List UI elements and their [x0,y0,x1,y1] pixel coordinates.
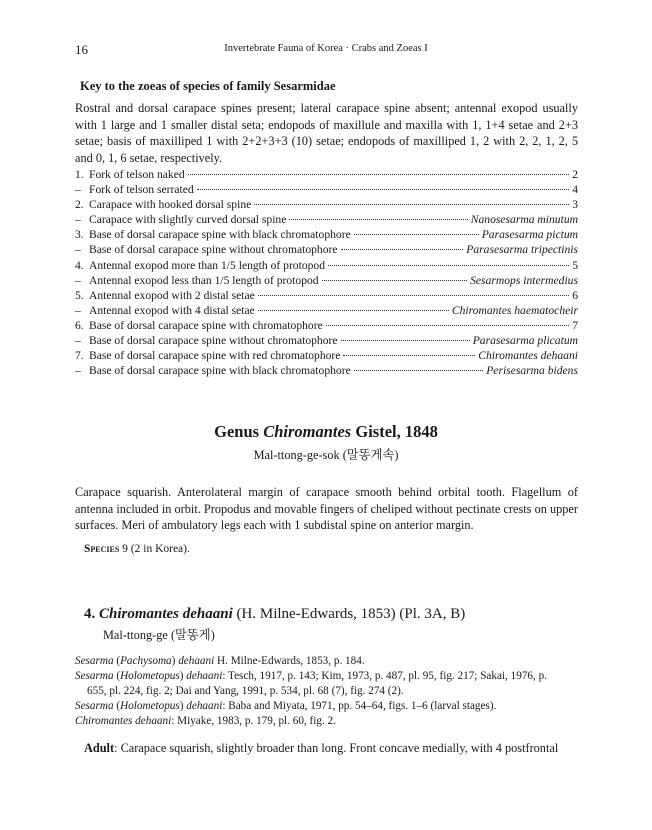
running-head: Invertebrate Fauna of Korea · Crabs and Zoeas I [224,43,428,54]
synonym-subgenus: Holometopus [120,670,180,682]
key-couplet [75,243,578,258]
couplet-number: 7. [75,349,84,363]
synonym-citation: : Tesch, 1917, p. 143; Kim, 1973, p. 487, pl. 95, fig. 217; Sakai, 1976, p. [222,670,548,682]
synonymy-entry: Sesarma (Pachysoma) dehaani H. Milne-Edwards, 1853, p. 184. [75,655,365,667]
couplet-target: Sesarmops intermedius [470,273,578,287]
dot-leader [322,280,468,281]
species-count: 9 (2 in Korea). [122,543,190,555]
couplet-target: 3 [572,198,578,212]
synonym-epithet: dehaani [186,670,223,682]
key-couplet [75,304,578,319]
synonym-genus: Sesarma [75,700,114,712]
genus-author: Gistel, 1848 [355,422,438,441]
couplet-target: 6 [572,288,578,302]
key-couplet [75,274,578,289]
page-number: 16 [75,42,88,57]
couplet-text: Carapace with slightly curved dorsal spine [89,213,287,227]
key-couplet [75,334,578,349]
couplet-text: Base of dorsal carapace spine without chromatophore [89,243,338,257]
page-header [75,42,577,58]
couplet-number: 6. [75,318,84,332]
genus-heading [0,422,652,442]
key-couplet [75,289,578,304]
couplet-target: 2 [572,168,578,181]
synonym-genus: Chiromantes dehaani [75,715,172,727]
dot-leader [328,265,569,266]
dot-leader [354,370,483,371]
couplet-number: – [75,303,81,317]
couplet-target: Nanosesarma minutum [470,213,578,227]
synonym-citation: : Miyake, 1983, p. 179, pl. 60, fig. 2. [171,715,336,727]
dot-leader [258,310,449,311]
couplet-text: Base of dorsal carapace spine without chromatophore [89,334,338,348]
couplet-target: 7 [572,318,578,332]
dot-leader [354,234,479,235]
couplet-target: Chiromantes haematocheir [451,303,578,317]
dot-leader [188,174,570,175]
dot-leader [197,189,570,190]
couplet-target: Perisesarma bidens [486,364,578,378]
couplet-target: 4 [572,183,578,197]
key-couplet [75,259,578,274]
couplet-text: Carapace with hooked dorsal spine [89,198,252,212]
key-couplet [75,198,578,213]
couplet-text: Base of dorsal carapace spine with chromatophore [89,318,323,332]
couplet-number: – [75,334,81,348]
couplet-text: Base of dorsal carapace spine with black chromatophore [89,228,351,242]
couplet-number: 5. [75,288,84,302]
key-couplet [75,319,578,334]
synonym-genus: Sesarma [75,655,114,667]
couplet-number: 4. [75,258,84,272]
couplet-text: Antennal exopod less than 1/5 length of protopod [89,273,319,287]
key-couplet [75,183,578,198]
synonym-subgenus: Holometopus [120,700,180,712]
adult-label: Adult [84,741,115,755]
adult-text: : Carapace squarish, slightly broader than long. Front concave medially, with 4 postfrontal [114,741,559,755]
synonym-subgenus: Pachysoma [120,655,172,667]
synonymy-entry: Sesarma (Holometopus) dehaani: Tesch, 1917, p. 143; Kim, 1973, p. 487, pl. 95, fig. 217; Sakai, 1976, p. 655, pl. 224, fig. 2; Dai and Yang, 1991, p. 534, pl. 68 (7), fig. 274 (2). [75,669,578,699]
genus-description: Carapace squarish. Anterolateral margin of carapace smooth behind orbital tooth. Flagellum of antenna included in orbit. Propodus and movable fingers of cheliped without pectinate crests on upper surfaces. Meri of ambulatory legs each with 1 subdistal spine on anterior margin. [75,485,578,532]
species-name: Chiromantes dehaani [99,606,233,622]
dot-leader [289,219,467,220]
synonym-citation-continued: 655, pl. 224, fig. 2; Dai and Yang, 1991, p. 534, pl. 68 (7), fig. 274 (2). [87,685,404,697]
synonymy-entry [75,714,578,729]
adult-description [84,741,558,756]
synonym-citation: H. Milne-Edwards, 1853, p. 184. [214,655,365,667]
synonym-epithet: dehaani [178,655,215,667]
synonym-citation: : Baba and Miyata, 1971, pp. 54–64, figs. 1–6 (larval stages). [222,700,497,712]
couplet-target: Parasesarma pictum [481,228,578,242]
dot-leader [258,295,569,296]
couplet-text: Antennal exopod more than 1/5 length of protopod [89,258,326,272]
couplet-text: Antennal exopod with 4 distal setae [89,303,255,317]
key-couplet [75,168,578,183]
synonym-genus: Sesarma [75,670,114,682]
synonymy-entry: Sesarma (Holometopus) dehaani: Baba and Miyata, 1971, pp. 54–64, figs. 1–6 (larval stages). [75,700,497,712]
couplet-target: Parasesarma plicatum [472,334,578,348]
dot-leader [326,325,569,326]
dot-leader [254,204,569,205]
species-number: 4. [84,606,96,622]
couplet-text: Base of dorsal carapace spine with red chromatophore [89,349,341,363]
synonymy-list [75,654,578,729]
couplet-text: Fork of telson serrated [89,183,194,197]
key-title: Key to the zoeas of species of family Sesarmidae [80,79,336,93]
species-label: Species [84,543,120,555]
identification-key [75,168,578,379]
couplet-number: 1. [75,168,84,181]
genus-name: Chiromantes [263,422,352,441]
species-author: (H. Milne-Edwards, 1853) (Pl. 3A, B) [236,606,466,622]
couplet-target: Chiromantes dehaani [478,349,578,363]
couplet-number: – [75,273,81,287]
species-heading [84,606,465,623]
couplet-number: – [75,364,81,378]
couplet-number: – [75,183,81,197]
couplet-number: 3. [75,228,84,242]
key-couplet [75,228,578,243]
key-couplet [75,213,578,228]
genus-label: Genus [214,422,260,441]
couplet-number: – [75,213,81,227]
synonym-epithet: dehaani [186,700,223,712]
key-intro-paragraph: Rostral and dorsal carapace spines present; lateral carapace spine absent; antennal exopod usually with 1 large and 1 smaller distal seta; endopods of maxillule and maxilla with 1, 1+4 setae and 2+3 setae; basis of maxilliped 1 with 2+2+3+3 (10) setae; endopods of maxilliped 1, 2 with 2, 2, 1, 2, 5 and 0, 1, 6 setae, respectively. [75,101,578,165]
couplet-target: Parasesarma tripectinis [466,243,578,257]
couplet-text: Antennal exopod with 2 distal setae [89,288,255,302]
genus-korean-name: Mal-ttong-ge-sok (말똥게속) [253,448,399,462]
couplet-text: Fork of telson naked [89,168,185,181]
dot-leader [341,340,470,341]
species-korean-name: Mal-ttong-ge (말똥게) [103,628,215,642]
dot-leader [343,355,475,356]
key-couplet [75,349,578,364]
couplet-text: Base of dorsal carapace spine with black chromatophore [89,364,351,378]
couplet-target: 5 [572,258,578,272]
species-count-line [84,543,190,555]
couplet-number: – [75,243,81,257]
dot-leader [341,249,464,250]
couplet-number: 2. [75,198,84,212]
key-couplet [75,364,578,379]
